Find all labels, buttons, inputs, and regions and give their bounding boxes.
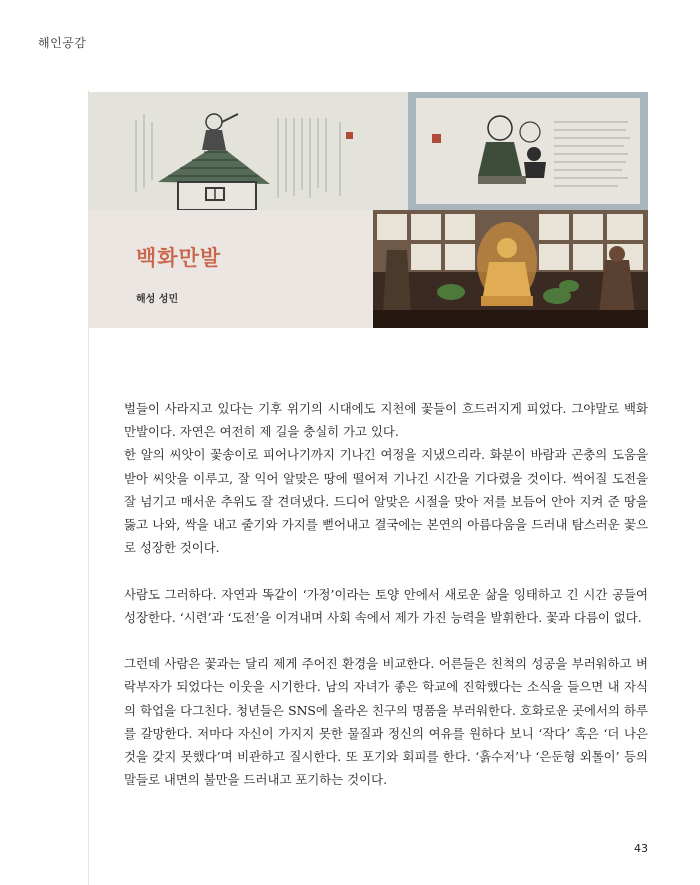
hero-image-collage bbox=[88, 92, 648, 328]
gallery-photo-image bbox=[373, 210, 648, 328]
print-two-figures-image bbox=[408, 92, 648, 210]
paragraph-1: 벌들이 사라지고 있다는 기후 위기의 시대에도 지천에 꽃들이 흐드러지게 피었다. 그야말로 백화만발이다. 자연은 여전히 제 길을 충실히 가고 있다. 한 알의 씨앗이 꽃송이로 피어나기까지 기나긴 여정을 지냈으리라. 화분이 바람과 곤충의 도움을 받아 씨앗을 이루고, 잘 익어 알맞은 땅에 떨어져 기나긴 시간을 기다렸을 것이다. 썩어질 도전을 잘 넘기고 매서운 추위도 잘 견뎌냈다. 드디어 알맞은 시절을 맞아 저를 보듬어 안아 지켜 준 땅을 뚫고 나와, 싹을 내고 줄기와 가지를 뻗어내고 결국에는 본연의 아름다움을 드러내 탐스러운 꽃으로 성장한 것이다. bbox=[124, 401, 648, 556]
section-label: 해인공감 bbox=[38, 36, 87, 50]
article-title: 백화만발 bbox=[136, 245, 222, 270]
title-card bbox=[88, 210, 373, 328]
paragraph-3: 그런데 사람은 꽃과는 달리 제게 주어진 환경을 비교한다. 어른들은 친척의 성공을 부러워하고 벼락부자가 되었다는 이웃을 시기한다. 남의 자녀가 좋은 학교에 진학했다는 소식을 들으면 내 자식의 학업을 다그친다. 청년들은 SNS에 올라온 친구의 명품을 부러워한다. 호화로운 곳에서의 하루를 갈망한다. 저마다 자신이 가지지 못한 물질과 정신의 여유를 원하다 보니 ‘작다’ 혹은 ‘더 나은 것을 갖지 못했다’며 비관하고 질시한다. 또 포기와 회피를 한다. ‘흙수저’나 ‘은둔형 외톨이’ 등의 말들로 내면의 불만을 드러내고 포기하는 것이다. bbox=[124, 656, 648, 788]
page-number: 43 bbox=[634, 842, 648, 855]
print-house-figure-image bbox=[88, 92, 408, 210]
article-author: 해성 성민 bbox=[136, 294, 179, 305]
paragraph-2: 사람도 그러하다. 자연과 똑같이 ‘가정’이라는 토양 안에서 새로운 삶을 잉태하고 긴 시간 공들여 성장한다. ‘시련’과 ‘도전’을 이겨내며 사회 속에서 제가 가진 능력을 발휘한다. 꽃과 다름이 없다. bbox=[124, 586, 648, 625]
article-body bbox=[124, 397, 648, 815]
